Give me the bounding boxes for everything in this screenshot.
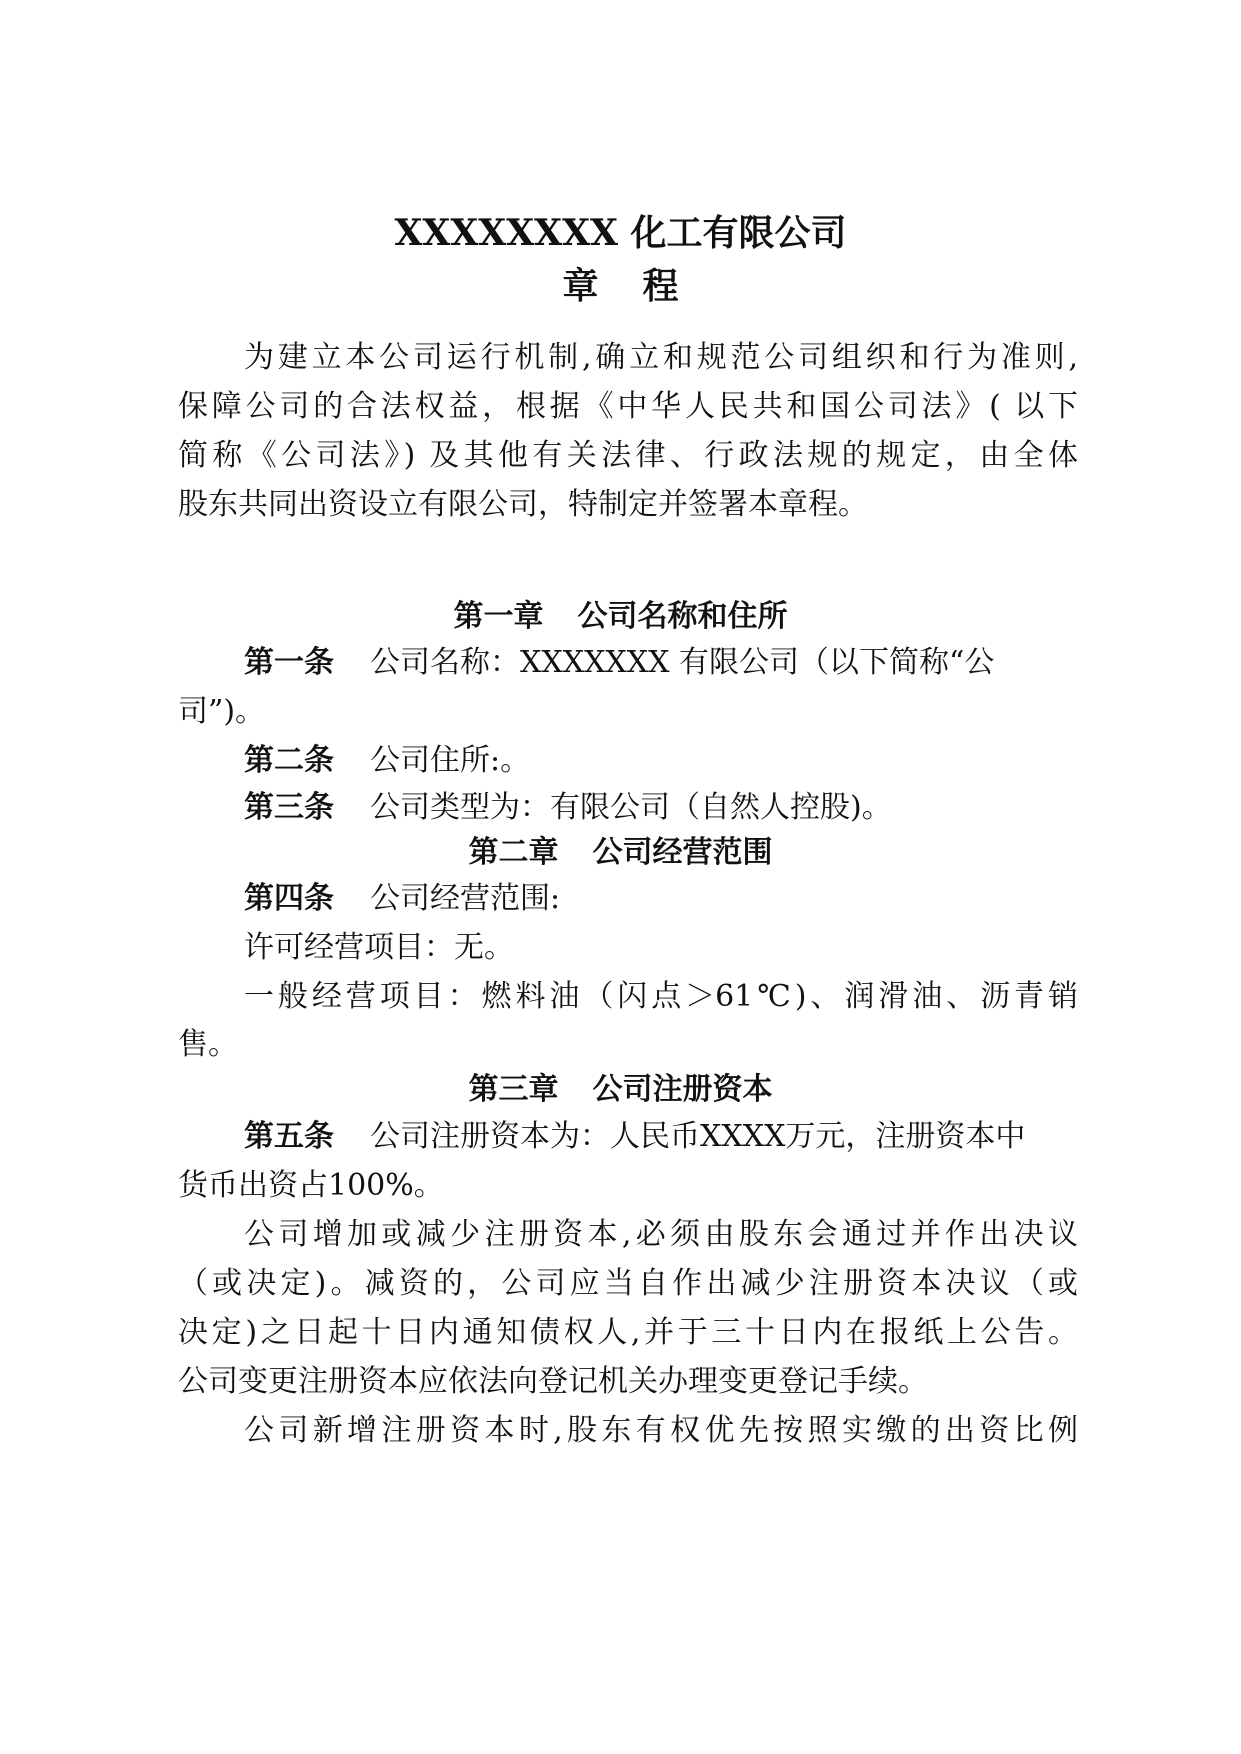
article-4-label: 第四条	[244, 881, 334, 916]
article-1-continuation: 司”)。	[178, 694, 266, 729]
licensed-items: 许可经营项目：无。	[244, 930, 514, 965]
preamble-line-1: 为建立本公司运行机制,确立和规范公司组织和行为准则,	[244, 340, 1078, 375]
article-3	[244, 788, 1078, 828]
chapter-2-number: 第二章	[468, 835, 559, 870]
article-1-text: 公司名称：XXXXXXX 有限公司（以下简称“公	[370, 645, 995, 680]
chapter-2-name: 公司经营范围	[592, 835, 773, 870]
new-capital-line-1: 公司新增注册资本时,股东有权优先按照实缴的出资比例	[244, 1413, 1078, 1448]
article-2-text: 公司住所:。	[370, 743, 531, 778]
chapter-1-number: 第一章	[453, 599, 544, 634]
general-items-line-2: 售。	[178, 1027, 238, 1062]
chapter-3-name: 公司注册资本	[592, 1072, 773, 1107]
preamble-line-2: 保障公司的合法权益，根据《中华人民共和国公司法》( 以下	[178, 389, 1078, 424]
preamble-line-4: 股东共同出资设立有限公司，特制定并签署本章程。	[178, 487, 868, 522]
chapter-2-heading	[0, 833, 1241, 873]
capital-change-line-4: 公司变更注册资本应依法向登记机关办理变更登记手续。	[178, 1364, 928, 1399]
capital-change-line-3: 决定)之日起十日内通知债权人,并于三十日内在报纸上公告。	[178, 1315, 1078, 1350]
company-title: XXXXXXXX 化工有限公司	[394, 212, 847, 254]
chapter-3-number: 第三章	[468, 1072, 559, 1107]
general-items-line-1: 一般经营项目：燃料油（闪点＞61℃)、润滑油、沥青销	[244, 979, 1078, 1014]
article-3-label: 第三条	[244, 790, 334, 825]
chapter-3-heading	[0, 1070, 1241, 1110]
article-3-text: 公司类型为：有限公司（自然人控股)。	[370, 790, 892, 825]
capital-change-line-1: 公司增加或减少注册资本,必须由股东会通过并作出决议	[244, 1217, 1078, 1252]
preamble-line-3: 简称《公司法》) 及其他有关法律、行政法规的规定，由全体	[178, 438, 1078, 473]
article-2	[244, 741, 1078, 781]
capital-change-line-2: （或决定)。减资的，公司应当自作出减少注册资本决议（或	[178, 1266, 1078, 1301]
article-5-continuation: 货币出资占100%。	[178, 1168, 444, 1203]
article-5-label: 第五条	[244, 1119, 334, 1154]
article-4	[244, 879, 1078, 919]
article-5	[244, 1117, 1078, 1157]
article-4-text: 公司经营范围:	[370, 881, 561, 916]
document-title: 章程	[562, 265, 723, 307]
article-5-text: 公司注册资本为：人民币XXXX万元，注册资本中	[370, 1119, 1026, 1154]
chapter-1-heading	[0, 597, 1241, 637]
article-1-label: 第一条	[244, 645, 334, 680]
article-1	[244, 643, 1078, 683]
article-2-label: 第二条	[244, 743, 334, 778]
chapter-1-name: 公司名称和住所	[577, 599, 788, 634]
